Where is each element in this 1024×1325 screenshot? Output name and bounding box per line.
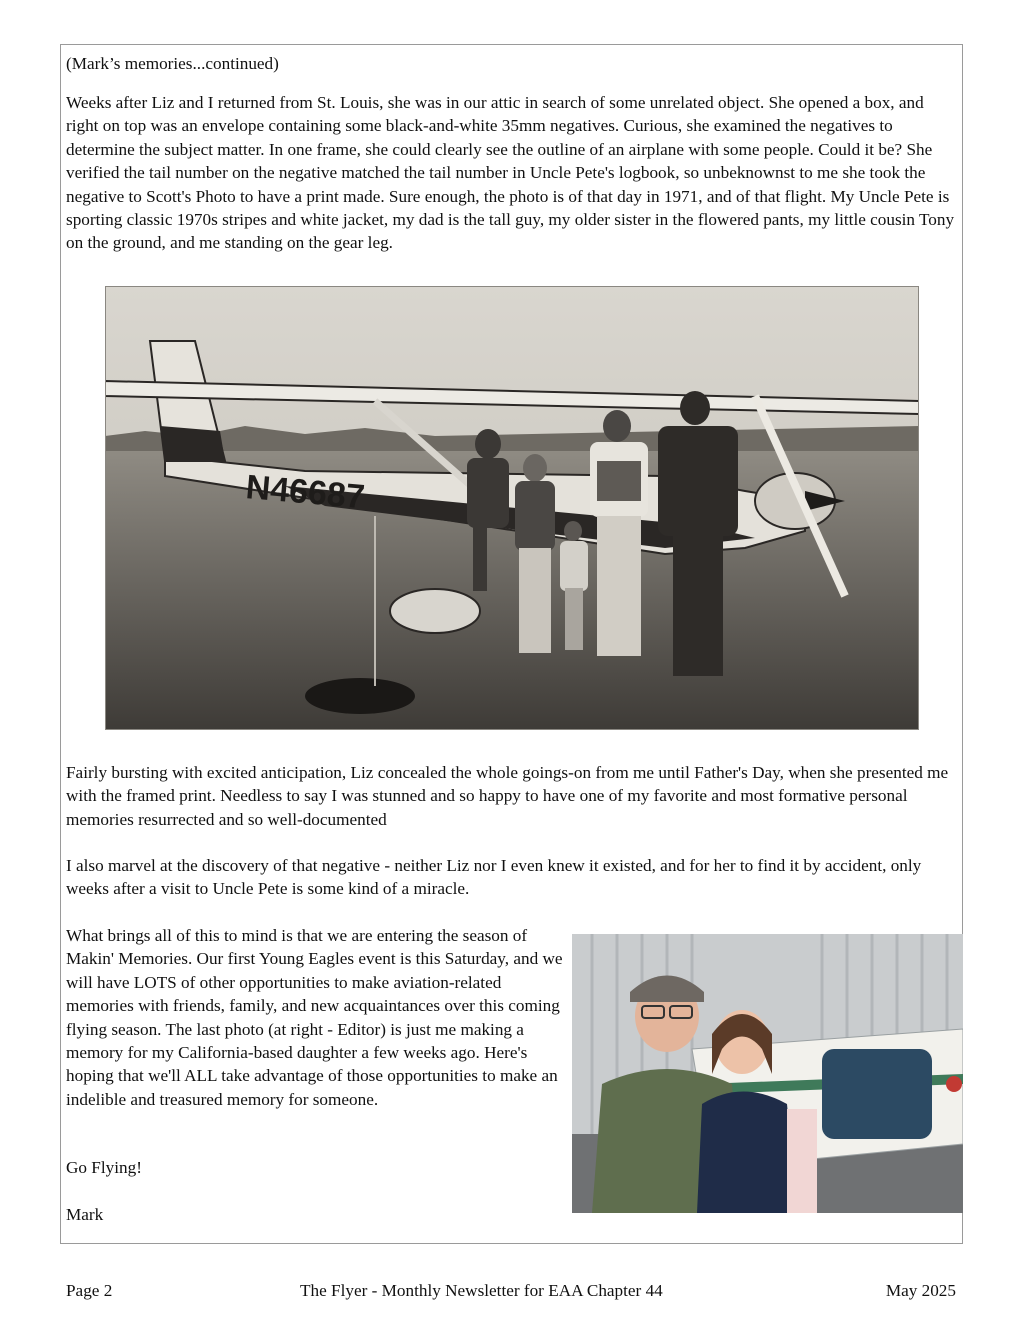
continued-label: (Mark’s memories...continued): [66, 54, 279, 73]
paragraph-makin-memories: What brings all of this to mind is that we are entering the season of Makin' Memories. Our first Young Eagles event is this Saturday, and we will have LOTS of other opportunities to make aviation-related memories with friends, family, and new acquaintances over this coming flying season. The last photo (at right - Editor) is just me making a memory for my California-based daughter a few weeks ago. Here's hoping that we'll ALL take advantage of those opportunities to make an indelible and treasured memory for someone.: [66, 926, 563, 1109]
sign-off: Go Flying!: [66, 1158, 142, 1177]
footer-date: May 2025: [885, 1281, 956, 1300]
tail-number: N46687: [244, 468, 367, 517]
hangar-selfie-photo: [572, 934, 963, 1213]
paragraph-negatives: Weeks after Liz and I returned from St. Louis, she was in our attic in search of some unrelated object. She opened a box, and right on top was an envelope containing some black-and-white 35mm negatives. Curious, she examined the negatives to determine the subject matter. In one frame, she could clearly see the outline of an airplane with some people. Could it be? She verified the tail number on the negative matched the tail number in Uncle Pete's logbook, so unbeknownst to me she took the negative to Scott's Photo to have a print made. Sure enough, the photo is of that day in 1971, and of that flight. My Uncle Pete is sporting classic 1970s stripes and white jacket, my dad is the tall guy, my older sister in the flowered pants, my little cousin Tony on the ground, and me standing on the gear leg.: [66, 93, 955, 253]
paragraph-discovery: I also marvel at the discovery of that negative - neither Liz nor I even knew it existed, and for her to find it by accident, only weeks after a visit to Uncle Pete is some kind of a miracle.: [66, 856, 922, 899]
vintage-airplane-photo: [105, 286, 919, 730]
footer-newsletter-title: The Flyer - Monthly Newsletter for EAA Chapter 44: [300, 1281, 663, 1300]
footer-page-number: Page 2: [66, 1281, 113, 1300]
paragraph-fathers-day: Fairly bursting with excited anticipation, Liz concealed the whole goings-on from me until Father's Day, when she presented me with the framed print. Needless to say I was stunned and so happy to have one of my favorite and most formative personal memories resurrected and so well-documented: [66, 763, 949, 829]
author-name: Mark: [66, 1205, 104, 1224]
